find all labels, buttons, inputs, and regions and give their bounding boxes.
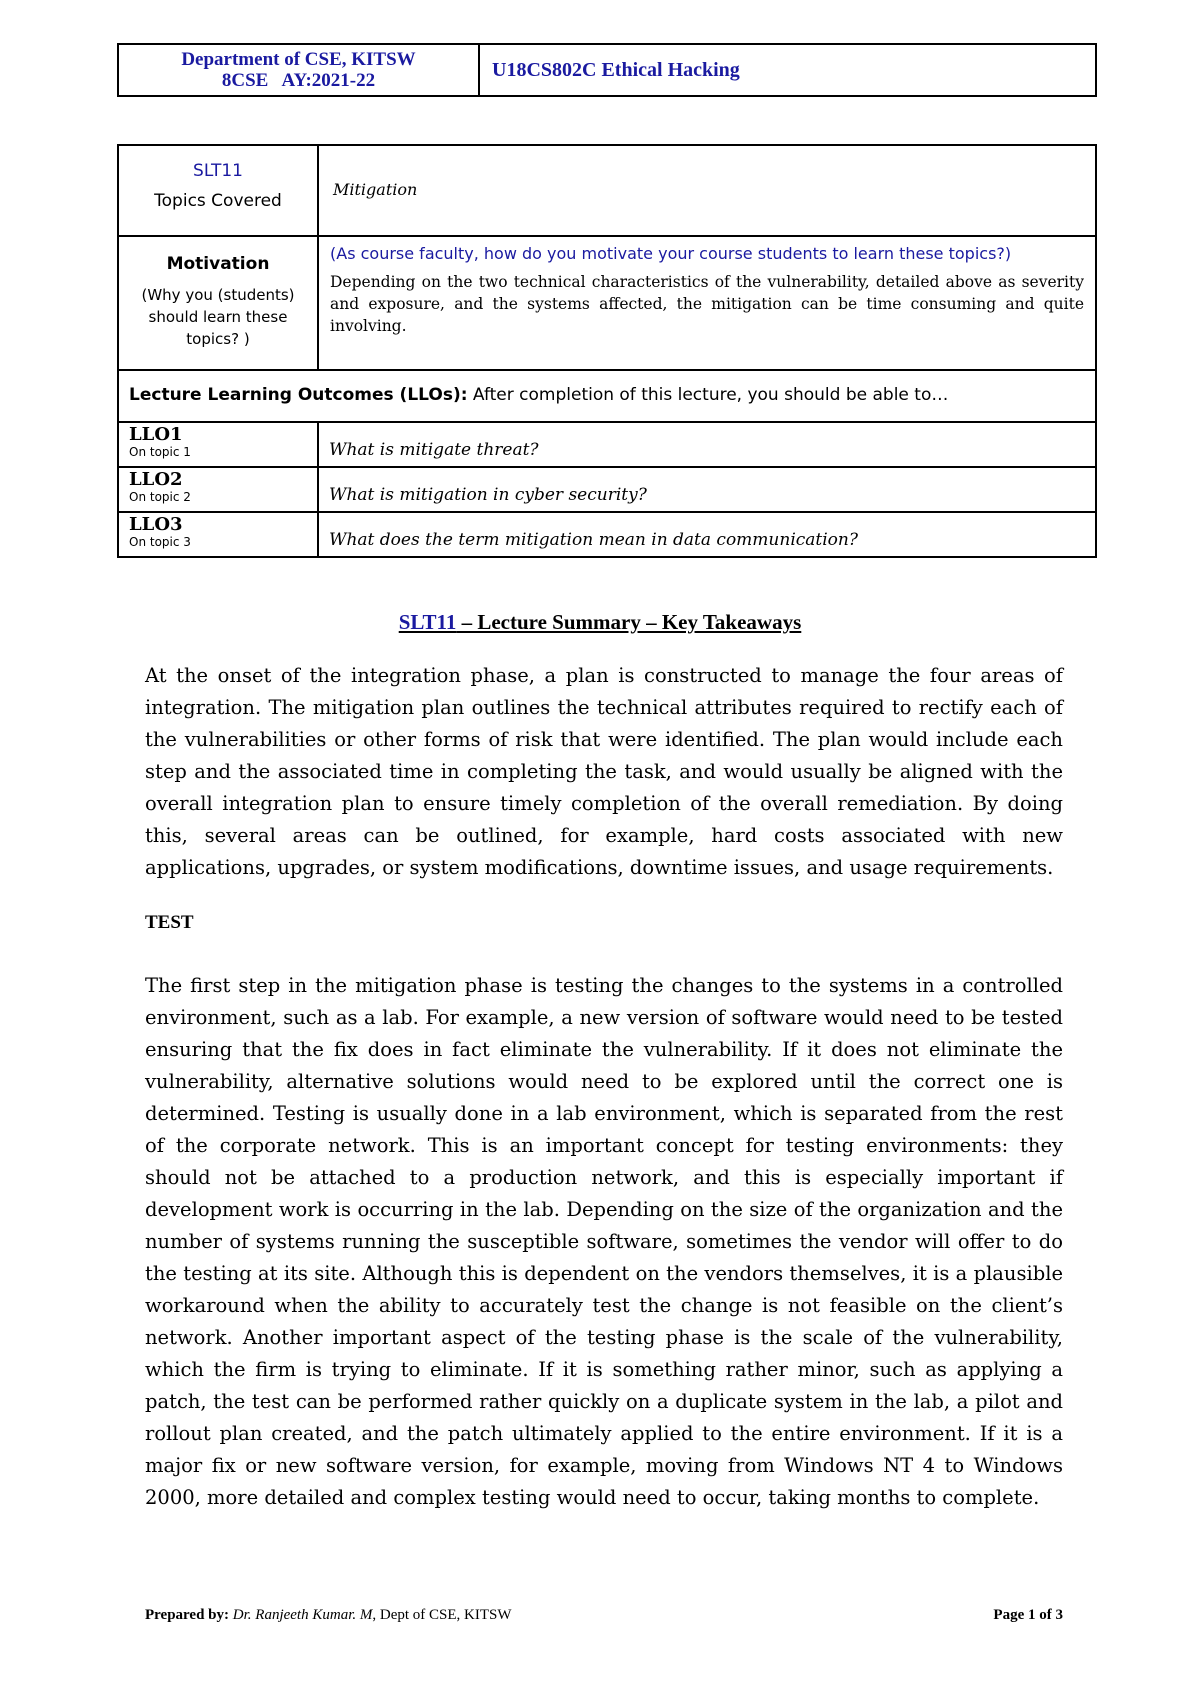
llo-row	[118, 467, 1096, 512]
page-number: Page 1 of 3	[993, 1607, 1063, 1623]
llo-topic: On topic 3	[129, 535, 191, 549]
llo-code: LLO1	[129, 424, 183, 445]
topics-covered-label: Topics Covered	[154, 191, 282, 211]
llo-heading-rest: After completion of this lecture, you should be able to…	[467, 385, 949, 405]
author-dept: , Dept of CSE, KITSW	[372, 1607, 512, 1623]
page-header	[117, 43, 1097, 97]
llo-row	[118, 512, 1096, 557]
llo-question: What is mitigation in cyber security?	[318, 467, 1096, 512]
author-name: Dr. Ranjeeth Kumar. M	[232, 1607, 373, 1623]
prepared-label: Prepared by:	[145, 1607, 230, 1623]
slt-code: SLT11	[193, 161, 243, 181]
summary-paragraph-1: At the onset of the integration phase, a plan is constructed to manage the four areas of integration. The mitigation plan outlines the technical attributes required to rectify each of the vulnerabilities or other forms of risk that were identified. The plan would include each step and the associated time in completing the task, and would usually be aligned with the overall integration plan to ensure timely completion of the overall remediation. By doing this, several areas can be outlined, for example, hard costs associated with new applications, upgrades, or system modifications, downtime issues, and usage requirements.	[145, 664, 1063, 879]
llo-code: LLO3	[129, 514, 183, 535]
llo-topic: On topic 2	[129, 490, 191, 504]
llo-heading-bold: Lecture Learning Outcomes (LLOs):	[129, 385, 468, 405]
llo-question: What is mitigate threat?	[318, 422, 1096, 467]
motivation-label: Motivation	[166, 254, 270, 274]
summary-title	[0, 610, 1200, 635]
summary-title-rest: – Lecture Summary – Key Takeaways	[456, 610, 802, 634]
course-title: U18CS802C Ethical Hacking	[492, 58, 740, 81]
motivation-question: (As course faculty, how do you motivate your course students to learn these topics?)	[330, 244, 1012, 263]
motivation-text: Depending on the two technical characteristics of the vulnerability, detailed above as severity and exposure, and the systems affected, the mitigation can be time consuming and quite involving.	[330, 273, 1084, 335]
summary-slt-link[interactable]: SLT11	[398, 610, 457, 634]
department-name: Department of CSE, KITSW	[181, 49, 416, 70]
motivation-cell	[118, 236, 318, 370]
llo-topic: On topic 1	[129, 445, 191, 459]
motivation-content	[318, 236, 1096, 370]
llo-heading	[118, 370, 1096, 422]
session-info-table	[117, 144, 1097, 558]
llo-code-cell	[118, 512, 318, 557]
llo-code-cell	[118, 422, 318, 467]
academic-year: 8CSE AY:2021-22	[221, 70, 376, 91]
footer-prepared-by	[145, 1607, 512, 1624]
llo-question: What does the term mitigation mean in data communication?	[318, 512, 1096, 557]
test-paragraph: The first step in the mitigation phase is testing the changes to the systems in a controlled environment, such as a lab. For example, a new version of software would need to be tested ensuring that the fix does in fact eliminate the vulnerability. If it does not eliminate the vulnerability, alternative solutions would need to be explored until the correct one is determined. Testing is usually done in a lab environment, which is separated from the rest of the corporate network. This is an important concept for testing environments: they should not be attached to a production network, and this is especially important if development work is occurring in the lab. Depending on the size of the organization and the number of systems running the susceptible software, sometimes the vendor will offer to do the testing at its site. Although this is dependent on the vendors themselves, it is a plausible workaround when the ability to accurately test the change is not feasible on the client’s network. Another important aspect of the testing phase is the scale of the vulnerability, which the firm is trying to eliminate. If it is something rather minor, such as applying a patch, the test can be performed rather quickly on a duplicate system in the lab, a pilot and rollout plan created, and the patch ultimately applied to the entire environment. If it is a major fix or new software version, for example, moving from Windows NT 4 to Windows 2000, more detailed and complex testing would need to occur, taking months to complete.	[145, 974, 1063, 1509]
test-heading: TEST	[145, 912, 194, 933]
slt-cell	[118, 145, 318, 236]
topic-value: Mitigation	[318, 145, 1096, 236]
llo-row	[118, 422, 1096, 467]
motivation-subtext: (Why you (students) should learn these topics? )	[141, 286, 295, 348]
llo-code-cell	[118, 467, 318, 512]
header-department-cell	[119, 45, 480, 95]
llo-code: LLO2	[129, 469, 183, 490]
